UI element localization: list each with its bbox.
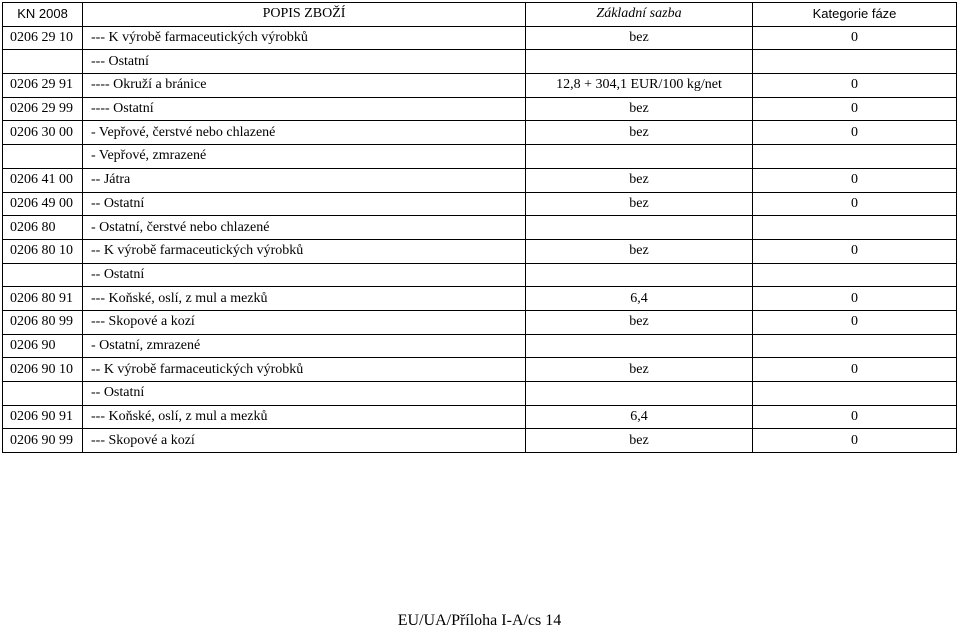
cell-category: 0 (753, 97, 957, 121)
cell-code: 0206 80 99 (3, 310, 83, 334)
cell-code: 0206 80 91 (3, 287, 83, 311)
table-row (3, 121, 957, 145)
cell-rate: bez (526, 358, 753, 382)
cell-description: -- K výrobě farmaceutických výrobků (83, 358, 526, 382)
cell-description: --- Koňské, oslí, z mul a mezků (83, 287, 526, 311)
cell-description: -- Ostatní (83, 382, 526, 406)
cell-rate (526, 50, 753, 74)
table-row (3, 239, 957, 263)
table-row (3, 26, 957, 50)
cell-code: 0206 29 91 (3, 74, 83, 98)
cell-rate: bez (526, 97, 753, 121)
cell-description: -- K výrobě farmaceutických výrobků (83, 239, 526, 263)
cell-description: -- Ostatní (83, 263, 526, 287)
table-row (3, 192, 957, 216)
cell-rate: bez (526, 429, 753, 453)
cell-category (753, 216, 957, 240)
cell-category (753, 334, 957, 358)
cell-code: 0206 29 99 (3, 97, 83, 121)
cell-description: -- Játra (83, 168, 526, 192)
cell-category (753, 50, 957, 74)
page-footer: EU/UA/Příloha I-A/cs 14 (397, 612, 562, 629)
cell-description: ---- Okruží a bránice (83, 74, 526, 98)
table-row (3, 382, 957, 406)
cell-category: 0 (753, 168, 957, 192)
cell-code: 0206 80 10 (3, 239, 83, 263)
cell-code: 0206 90 99 (3, 429, 83, 453)
cell-description: - Vepřové, čerstvé nebo chlazené (83, 121, 526, 145)
cell-description: --- Skopové a kozí (83, 310, 526, 334)
tariff-table (2, 2, 957, 453)
cell-description: --- Koňské, oslí, z mul a mezků (83, 405, 526, 429)
cell-rate (526, 382, 753, 406)
cell-code: 0206 49 00 (3, 192, 83, 216)
cell-rate (526, 145, 753, 169)
cell-code (3, 145, 83, 169)
cell-category: 0 (753, 287, 957, 311)
cell-rate: bez (526, 168, 753, 192)
cell-code: 0206 90 91 (3, 405, 83, 429)
cell-description: - Ostatní, zmrazené (83, 334, 526, 358)
table-row (3, 429, 957, 453)
cell-description: -- Ostatní (83, 192, 526, 216)
table-row (3, 216, 957, 240)
cell-category: 0 (753, 358, 957, 382)
tariff-body (3, 26, 957, 452)
table-row (3, 287, 957, 311)
cell-category (753, 263, 957, 287)
header-code: KN 2008 (3, 3, 83, 27)
table-row (3, 97, 957, 121)
cell-code: 0206 29 10 (3, 26, 83, 50)
cell-code: 0206 30 00 (3, 121, 83, 145)
cell-category: 0 (753, 405, 957, 429)
cell-rate (526, 263, 753, 287)
table-row (3, 405, 957, 429)
cell-code: 0206 90 (3, 334, 83, 358)
cell-category: 0 (753, 74, 957, 98)
table-row (3, 263, 957, 287)
header-row (3, 3, 957, 27)
cell-category: 0 (753, 192, 957, 216)
table-row (3, 145, 957, 169)
cell-description: ---- Ostatní (83, 97, 526, 121)
cell-code: 0206 41 00 (3, 168, 83, 192)
cell-category: 0 (753, 239, 957, 263)
table-row (3, 168, 957, 192)
cell-category: 0 (753, 429, 957, 453)
header-rate: Základní sazba (526, 3, 753, 27)
cell-code (3, 382, 83, 406)
cell-rate: bez (526, 121, 753, 145)
cell-category (753, 145, 957, 169)
cell-code (3, 263, 83, 287)
cell-rate: 12,8 + 304,1 EUR/100 kg/net (526, 74, 753, 98)
header-category: Kategorie fáze (753, 3, 957, 27)
cell-rate: bez (526, 26, 753, 50)
table-row (3, 74, 957, 98)
cell-description: - Vepřové, zmrazené (83, 145, 526, 169)
cell-category: 0 (753, 26, 957, 50)
cell-category (753, 382, 957, 406)
header-description: POPIS ZBOŽÍ (83, 3, 526, 27)
cell-rate: bez (526, 192, 753, 216)
cell-rate (526, 216, 753, 240)
table-row (3, 358, 957, 382)
cell-category: 0 (753, 121, 957, 145)
table-row (3, 310, 957, 334)
cell-rate: bez (526, 239, 753, 263)
cell-category: 0 (753, 310, 957, 334)
cell-rate (526, 334, 753, 358)
cell-rate: 6,4 (526, 405, 753, 429)
table-row (3, 334, 957, 358)
cell-rate: bez (526, 310, 753, 334)
cell-code: 0206 90 10 (3, 358, 83, 382)
cell-code: 0206 80 (3, 216, 83, 240)
cell-description: - Ostatní, čerstvé nebo chlazené (83, 216, 526, 240)
cell-description: --- Skopové a kozí (83, 429, 526, 453)
cell-description: --- K výrobě farmaceutických výrobků (83, 26, 526, 50)
cell-rate: 6,4 (526, 287, 753, 311)
table-row (3, 50, 957, 74)
cell-code (3, 50, 83, 74)
cell-description: --- Ostatní (83, 50, 526, 74)
